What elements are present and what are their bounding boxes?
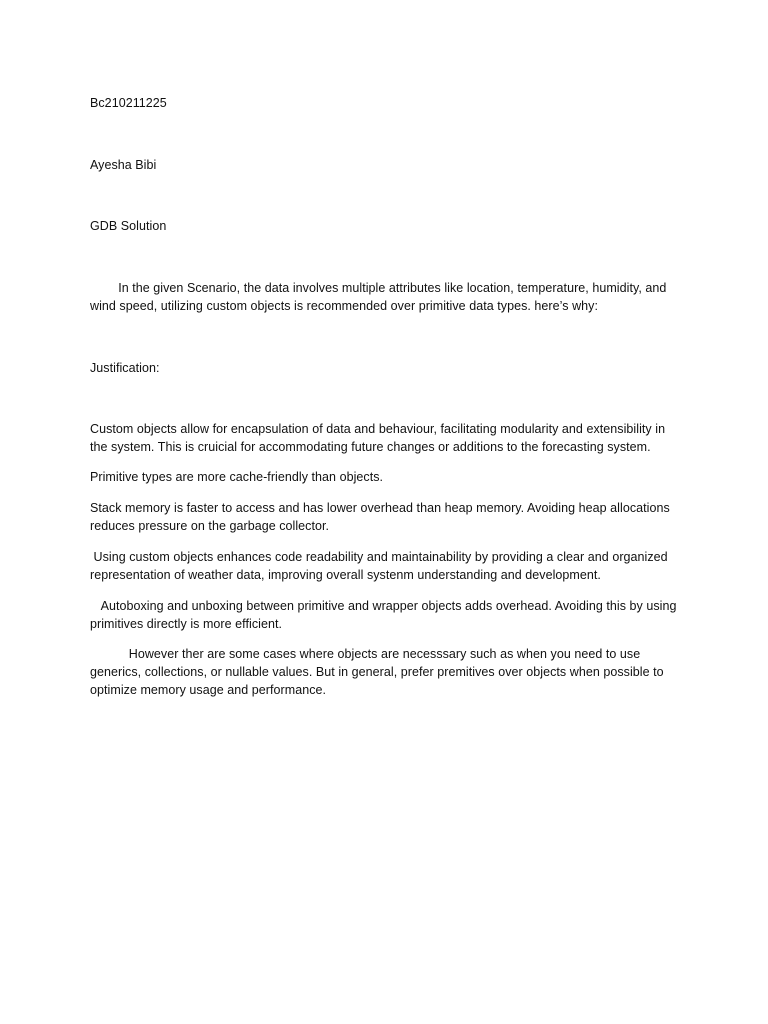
- paragraph: Custom objects allow for encapsulation of data and behaviour, facilitating modularity and extensibility in the system. This is cruicial for accommodating future changes or additions to the forecasting system.: [90, 422, 669, 454]
- paragraph: Autoboxing and unboxing between primitive and wrapper objects adds overhead. Avoiding this by using primitives directly is more efficient.: [90, 599, 681, 631]
- paragraph: Stack memory is faster to access and has lower overhead than heap memory. Avoiding heap allocations reduces pressure on the garbage collector.: [90, 501, 674, 533]
- paragraph: Primitive types are more cache-friendly than objects.: [90, 470, 384, 484]
- student-id: Bc210211225: [90, 96, 167, 110]
- document-title: GDB Solution: [90, 219, 167, 233]
- intro-paragraph: In the given Scenario, the data involves multiple attributes like location, temperature, humidity, and wind speed, utilizing custom objects is recommended over primitive data types. here’s why:: [90, 281, 670, 313]
- justification-heading: Justification:: [90, 361, 160, 375]
- student-name: Ayesha Bibi: [90, 158, 157, 172]
- paragraph: However ther are some cases where objects are necesssary such as when you need to use generics, collections, or nullable values. But in general, prefer premitives over objects when possible to optimize memory usage and performance.: [90, 647, 668, 697]
- paragraph: Using custom objects enhances code readability and maintainability by providing a clear and organized representation of weather data, improving overall systenm understanding and development.: [90, 550, 672, 582]
